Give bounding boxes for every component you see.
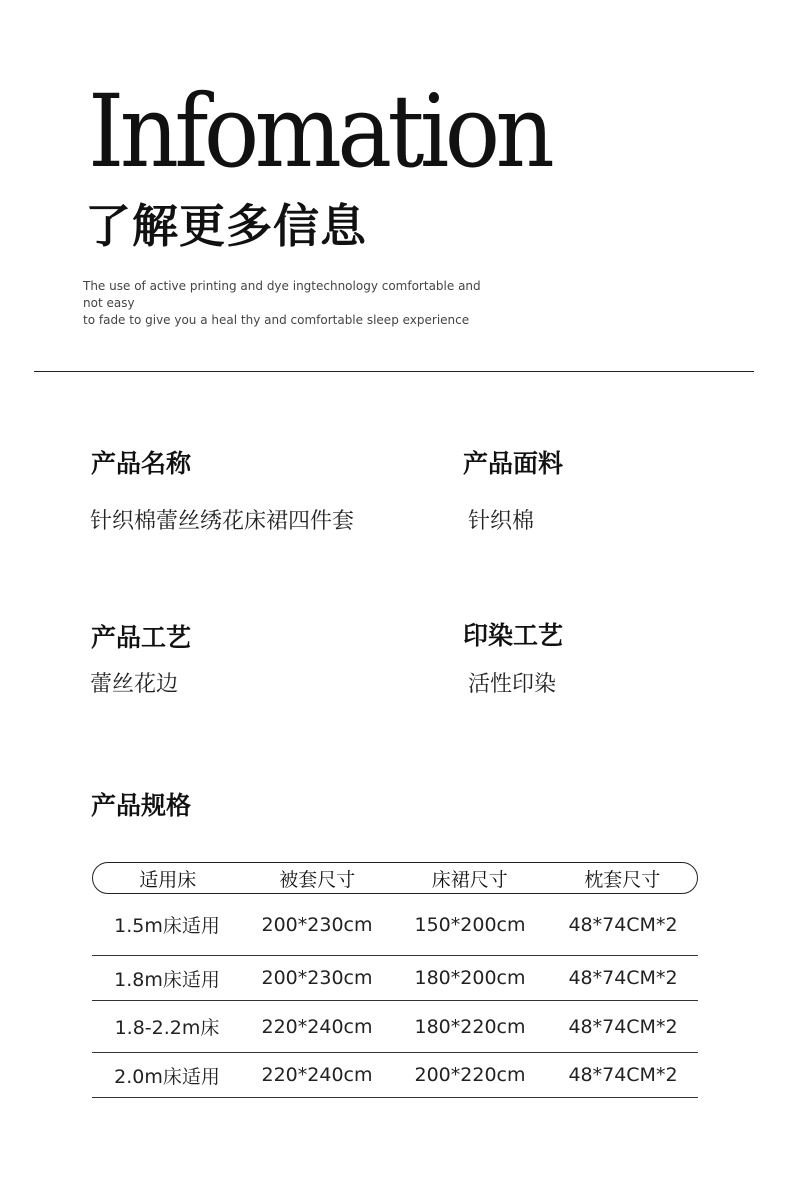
intro-line-2: to fade to give you a heal thy and comfortable sleep experience [83, 313, 470, 327]
product-name-value: 针织棉蕾丝绣花床裙四件套 [90, 509, 355, 534]
title-english: Infomation [88, 73, 551, 190]
cell-pillowcase: 48*74CM*2 [568, 967, 678, 989]
cell-pillowcase: 48*74CM*2 [568, 913, 678, 936]
table-header [92, 862, 698, 894]
cell-duvet: 220*240cm [261, 1015, 373, 1038]
cell-bedskirt: 200*220cm [414, 1064, 526, 1086]
fabric-label: 产品面料 [463, 449, 564, 478]
header-cell-pillowcase: 枕套尺寸 [584, 868, 661, 891]
title-chinese: 了解更多信息 [85, 199, 367, 253]
cell-bedskirt: 150*200cm [414, 913, 526, 936]
divider [34, 371, 754, 372]
dye-value: 活性印染 [468, 672, 557, 697]
cell-bed: 1.8-2.2m床 [114, 1017, 220, 1039]
cell-pillowcase: 48*74CM*2 [568, 1015, 678, 1038]
cell-duvet: 200*230cm [261, 967, 373, 989]
cell-bedskirt: 180*200cm [414, 967, 526, 989]
cell-duvet: 220*240cm [261, 1064, 373, 1086]
intro-text [83, 278, 503, 329]
dye-label: 印染工艺 [463, 621, 564, 650]
cell-bed: 1.8m床适用 [114, 968, 220, 991]
spec-title: 产品规格 [91, 791, 192, 820]
table-row [92, 1053, 698, 1098]
craft-label: 产品工艺 [91, 623, 192, 652]
cell-bed: 2.0m床适用 [114, 1065, 220, 1088]
table-row [92, 956, 698, 1001]
product-name-label: 产品名称 [91, 449, 192, 478]
craft-value: 蕾丝花边 [90, 672, 179, 697]
header-cell-bed: 适用床 [139, 868, 197, 891]
cell-bedskirt: 180*220cm [414, 1015, 526, 1038]
table-row [92, 1001, 698, 1053]
table-row [92, 894, 698, 956]
fabric-value: 针织棉 [468, 509, 535, 534]
spec-table [92, 862, 698, 1098]
intro-line-1: The use of active printing and dye ingtechnology comfortable and not easy [83, 279, 481, 310]
header-cell-duvet: 被套尺寸 [279, 868, 356, 891]
cell-duvet: 200*230cm [261, 913, 373, 936]
cell-pillowcase: 48*74CM*2 [568, 1064, 678, 1086]
cell-bed: 1.5m床适用 [114, 915, 220, 937]
header-cell-bedskirt: 床裙尺寸 [431, 868, 508, 891]
